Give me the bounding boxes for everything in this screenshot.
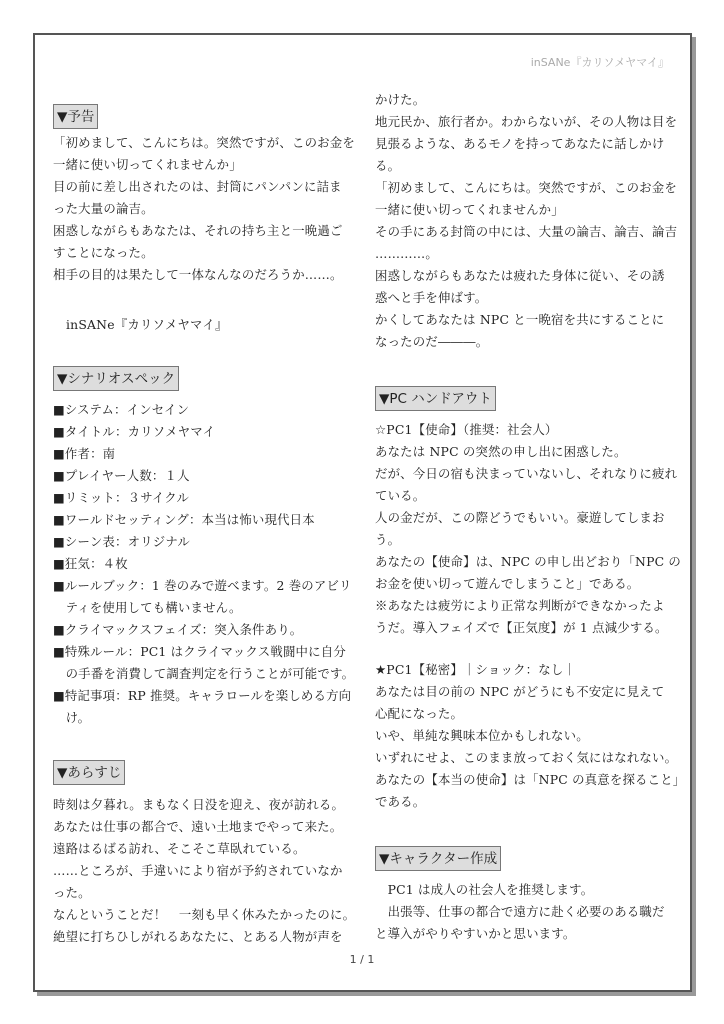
text-line: である。 [375,794,426,809]
text-line: 時刻は夕暮れ。まもなく日没を迎え、夜が訪れる。 [53,797,345,812]
text-line: った大量の論吉。 [53,201,154,216]
text-line: 出張等、仕事の都合で遠方に赴く必要のある職だ [375,904,665,919]
heading-character: ▼キャラクター作成 [375,846,501,871]
text-line: あなたの【使命】は、NPC の申し出どおり「NPC の [375,554,682,569]
text-line: ……ところが、手違いにより宿が予約されていなか [53,863,343,878]
text-line: お金を使い切って遊んでしまうこと」である。 [375,576,640,591]
heading-spec: ▼シナリオスペック [53,366,179,391]
text-line: ■狂気：４枚 [53,556,128,571]
text-line: 見張るような、あるモノを持ってあなたに話しかけ [375,136,665,151]
yokoku-text [53,132,358,286]
text-line: 惑へと手を伸ばす。 [375,290,488,305]
text-line: 相手の目的は果たして一体なんなのだろうか……。 [53,267,343,282]
text-line: 心配になった。 [375,706,464,721]
text-line: かくしてあなたは NPC と一晩宿を共にすることに [375,312,665,327]
text-line: あなたの【本当の使命】は「NPC の真意を探ること」 [375,772,686,787]
text-line: の手番を消費して調査判定を行うことが可能です。 [53,666,355,681]
text-line: なんということだ！ 一刻も早く休みたかったのに。 [53,907,356,922]
text-line: ■ルールブック：1 巻のみで遊べます。2 巻のアビリ [53,578,352,593]
secret-text [375,659,686,813]
text-line: 一緒に使い切ってくれませんか」 [375,202,564,217]
text-line: うだ。導入フェイズで【正気度】が 1 点減少する。 [375,620,668,635]
text-line: ■システム：インセイン [53,402,190,417]
text-line: ★PC1【秘密】｜ショック：なし｜ [375,662,577,677]
text-line: 遠路はるばる訪れ、そこそこ草臥れている。 [53,841,306,856]
character-text [375,879,680,945]
text-line: 目の前に差し出されたのは、封筒にパンパンに詰ま [53,179,342,194]
text-line: その手にある封筒の中には、大量の論吉、論吉、論吉 [375,224,678,239]
text-line: いや、単純な興味本位かもしれない。 [375,728,589,743]
running-header: inSANe『カリソメヤマイ』 [530,56,669,69]
text-line: ■特記事項：RP 推奨。キャラロールを楽しめる方向 [53,688,352,703]
text-line: ■シーン表：オリジナル [53,534,190,549]
arasuji-text [53,794,358,948]
text-line: ■プレイヤー人数：１人 [53,468,190,483]
text-line: ■リミット：３サイクル [53,490,190,505]
text-line: なったのだ―――。 [375,334,489,349]
heading-arasuji: ▼あらすじ [53,760,125,785]
text-line: あなたは目の前の NPC がどうにも不安定に見えて [375,684,665,699]
text-line: いずれにせよ、このまま放っておく気にはなれない。 [375,750,678,765]
text-line: 地元民か、旅行者か。わからないが、その人物は目を [375,114,678,129]
text-line: ☆PC1【使命】（推奨：社会人） [375,422,558,437]
scenario-title: inSANe『カリソメヤマイ』 [66,317,228,332]
text-line: ■作者：南 [53,446,116,461]
text-line: った。 [53,885,91,900]
text-line: ※あなたは疲労により正常な判断ができなかったよ [375,598,665,613]
text-line: 「初めまして、こんにちは。突然ですが、このお金を [375,180,677,195]
page-number: 1 / 1 [349,953,375,966]
text-line: 絶望に打ちひしがれるあなたに、とある人物が声を [53,929,343,944]
handout-text [375,419,680,639]
text-line: ■特殊ルール：PC1 はクライマックス戦闘中に自分 [53,644,346,659]
text-line: け。 [53,710,91,725]
text-line: 「初めまして、こんにちは。突然ですが、このお金を [53,135,355,150]
text-line: あなたは NPC の突然の申し出に困惑した。 [375,444,627,459]
text-line: かけた。 [375,92,426,107]
text-line: ティを使用しても構いません。 [53,600,242,615]
spec-list [53,399,358,729]
text-line: すことになった。 [53,245,154,260]
heading-handout: ▼PC ハンドアウト [375,386,496,411]
text-line: う。 [375,532,401,547]
text-line: ■クライマックスフェイズ：突入条件あり。 [53,622,303,637]
text-line: ■ワールドセッティング：本当は怖い現代日本 [53,512,315,527]
text-line: あなたは仕事の都合で、遠い土地までやって来た。 [53,819,343,834]
text-line: 困惑しながらもあなたは疲れた身体に従い、その誘 [375,268,665,283]
text-line: ■タイトル：カリソメヤマイ [53,424,216,439]
arasuji-continued [375,89,680,353]
text-line: る。 [375,158,401,173]
text-line: …………。 [375,246,438,261]
text-line: 一緒に使い切ってくれませんか」 [53,157,242,172]
text-line: ている。 [375,488,426,503]
text-line: だが、今日の宿も決まっていないし、それなりに疲れ [375,466,678,481]
text-line: PC1 は成人の社会人を推奨します。 [375,882,594,897]
text-line: 人の金だが、この際どうでもいい。豪遊してしまお [375,510,665,525]
text-line: と導入がやりやすいかと思います。 [375,926,576,941]
text-line: 困惑しながらもあなたは、それの持ち主と一晩過ご [53,223,343,238]
heading-yokoku: ▼予告 [53,104,98,129]
